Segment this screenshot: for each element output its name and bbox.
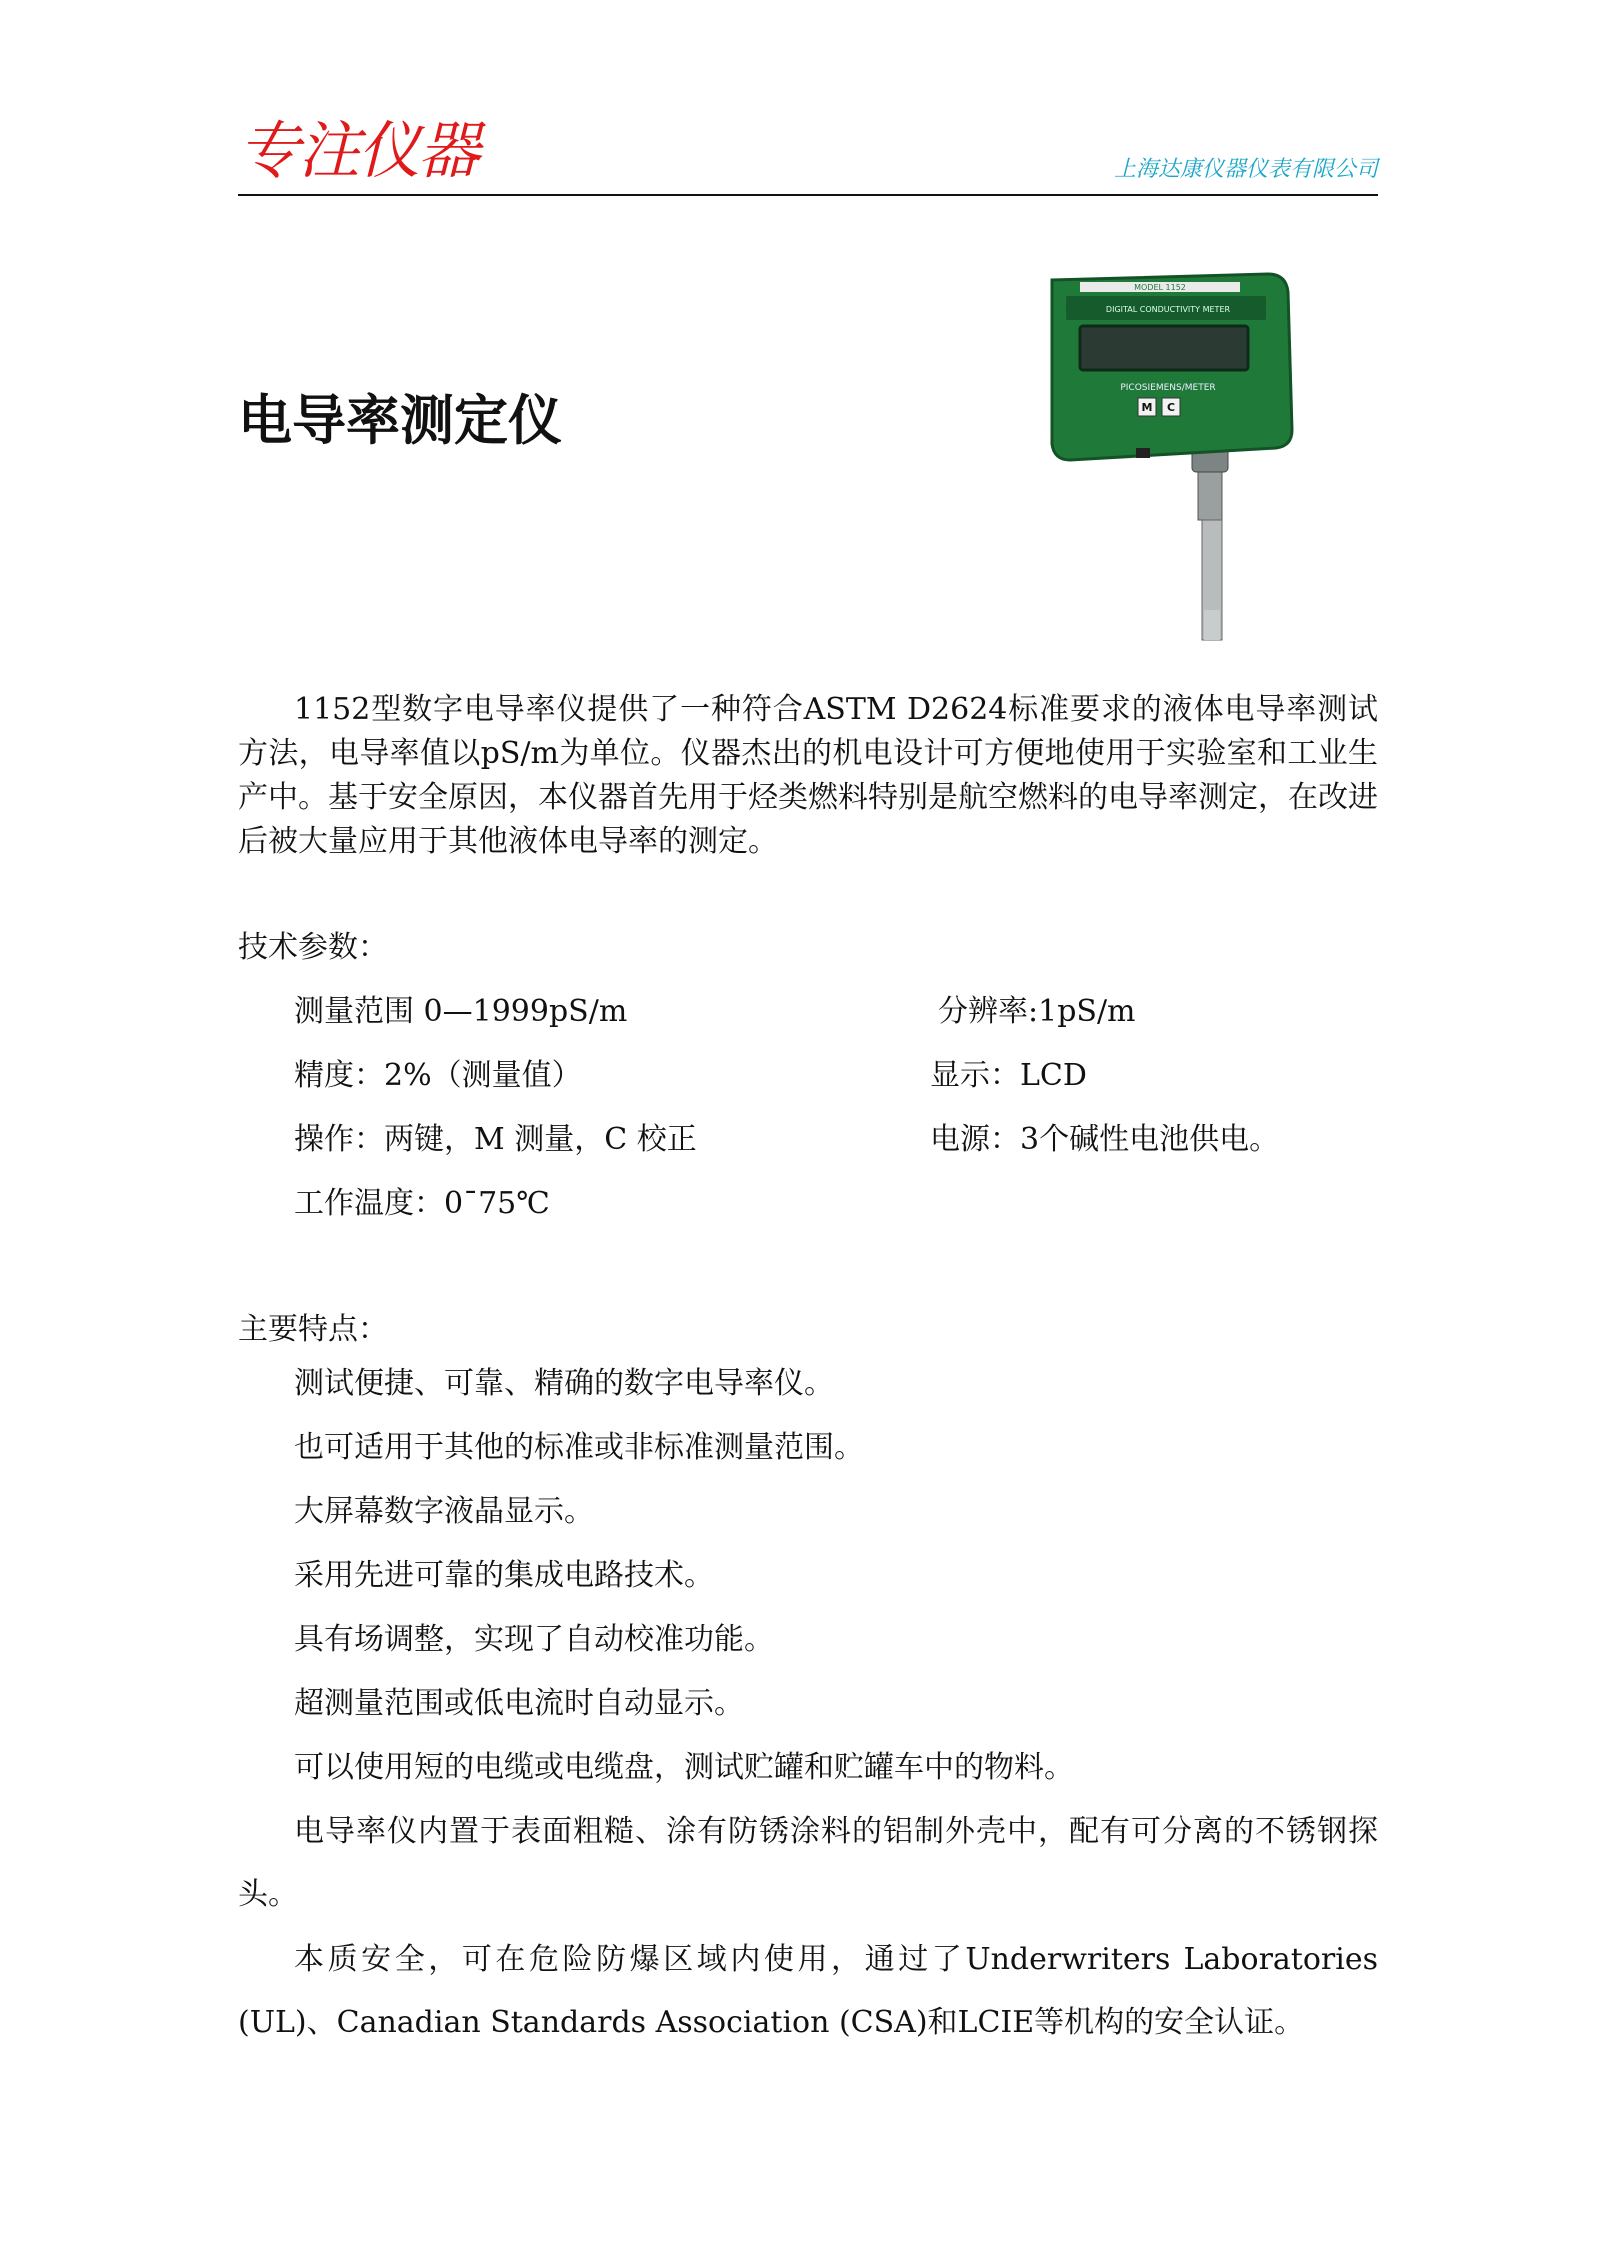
feature-item: 电导率仪内置于表面粗糙、涂有防锈涂料的铝制外壳中，配有可分离的不锈钢探头。: [238, 1814, 1378, 1912]
feature-item: 可以使用短的电缆或电缆盘，测试贮罐和贮罐车中的物料。: [294, 1750, 1074, 1785]
svg-text:M: M: [1141, 401, 1153, 414]
conductivity-meter-image: [1040, 270, 1300, 650]
feature-item: 本质安全，可在危险防爆区域内使用，通过了Underwriters Laboratories (UL)、Canadian Standards Association (CSA)和LCIE等机构的安全认证。: [238, 1942, 1378, 2040]
features-heading: 主要特点：: [238, 1312, 388, 1347]
feature-item: 测试便捷、可靠、精确的数字电导率仪。: [294, 1366, 834, 1401]
feature-item: 采用先进可靠的集成电路技术。: [294, 1558, 714, 1593]
company-name: 上海达康仪器仪表有限公司: [1113, 157, 1378, 182]
feature-item: 也可适用于其他的标准或非标准测量范围。: [294, 1430, 864, 1465]
page-title: 电导率测定仪: [238, 389, 562, 452]
lcd-screen: [1080, 326, 1248, 370]
panel-label: PICOSIEMENS/METER: [1120, 383, 1216, 393]
svg-text:C: C: [1166, 401, 1176, 414]
param-display: 显示：LCD: [930, 1058, 1087, 1093]
feature-item: 具有场调整，实现了自动校准功能。: [294, 1622, 774, 1657]
param-accuracy: 精度：2%（测量值）: [294, 1058, 582, 1093]
param-operation: 操作：两键，M 测量，C 校正: [294, 1122, 697, 1157]
feature-item: 超测量范围或低电流时自动显示。: [294, 1686, 744, 1721]
brand-logo-text: 专注仪器: [238, 114, 479, 187]
tech-params-heading: 技术参数：: [238, 930, 388, 965]
param-resolution: 分辨率:1pS/m: [938, 994, 1136, 1029]
param-power: 电源：3个碱性电池供电。: [930, 1122, 1280, 1157]
param-range: 测量范围 0—1999pS/m: [294, 994, 628, 1029]
feature-item: 大屏幕数字液晶显示。: [294, 1494, 594, 1529]
model-label: MODEL 1152: [1134, 283, 1186, 292]
intro-paragraph: 1152型数字电导率仪提供了一种符合ASTM D2624标准要求的液体电导率测试方法，电导率值以pS/m为单位。仪器杰出的机电设计可方便地使用于实验室和工业生产中。基于安全原因，本仪器首先用于烃类燃料特别是航空燃料的电导率测定，在改进后被大量应用于其他液体电导率的测定。: [238, 692, 1378, 859]
meter-subtitle: DIGITAL CONDUCTIVITY METER: [1105, 305, 1231, 314]
param-temperature: 工作温度：0¯75℃: [294, 1186, 550, 1221]
header-divider: [238, 194, 1378, 196]
